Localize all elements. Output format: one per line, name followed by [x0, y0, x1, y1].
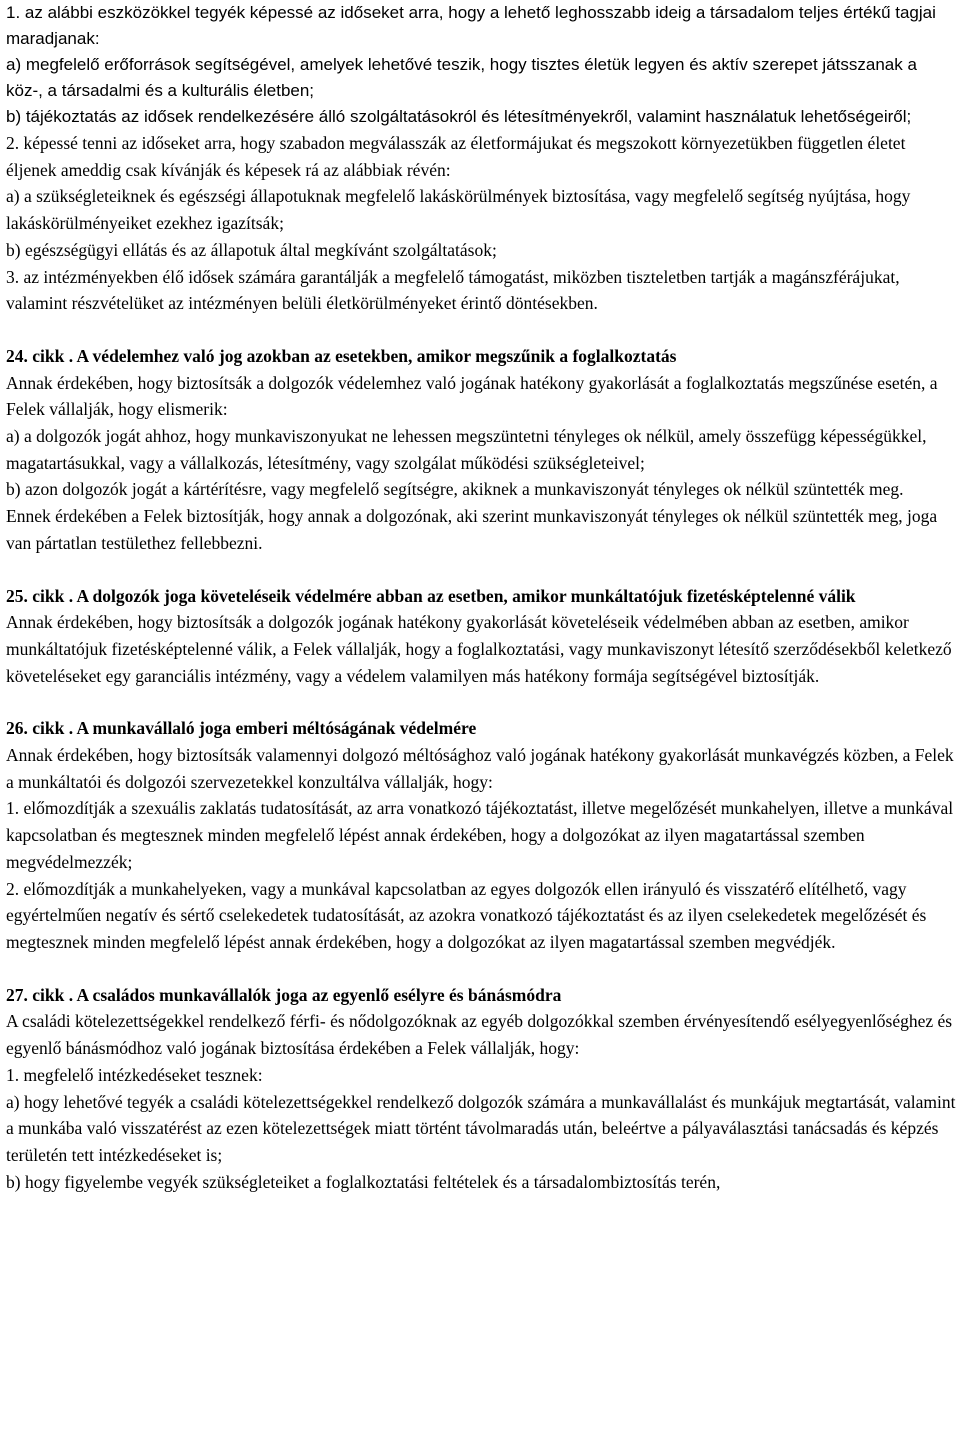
section-elderly-continued	[6, 130, 956, 1195]
article-24-heading: 24. cikk . A védelemhez való jog azokban az esetekben, amikor megszűnik a foglalkoztatás	[6, 345, 677, 366]
paragraph: b) tájékoztatás az idősek rendelkezésére álló szolgáltatásokról és létesítményekről, valamint használatuk lehetőségeiről;	[6, 107, 912, 126]
document-page	[6, 0, 956, 1195]
paragraph: 1. megfelelő intézkedéseket tesznek:	[6, 1064, 263, 1085]
spacer	[6, 689, 956, 715]
paragraph: a) hogy lehetővé tegyék a családi kötelezettségekkel rendelkező dolgozók számára a munkavállalást és munkájuk megtartását, valamint a munkába való visszatérést az ezen kötelezettségek miatt történt távolmaradás után, beleértve a pályaválasztási tanácsadás és képzés területén tett intézkedéseket is;	[6, 1091, 956, 1165]
paragraph: b) egészségügyi ellátás és az állapotuk által megkívánt szolgáltatások;	[6, 239, 497, 260]
article-26-heading: 26. cikk . A munkavállaló joga emberi méltóságának védelmére	[6, 718, 477, 739]
paragraph: b) azon dolgozók jogát a kártérítésre, vagy megfelelő segítségre, akiknek a munkaviszonyát tényleges ok nélkül szüntették meg.	[6, 479, 904, 500]
paragraph: a) megfelelő erőforrások segítségével, amelyek lehetővé teszik, hogy tisztes életük legyen és aktív szerepet játsszanak a köz-, a társadalmi és a kulturális életben;	[6, 55, 917, 100]
paragraph: Annak érdekében, hogy biztosítsák valamennyi dolgozó méltósághoz való jogának hatékony gyakorlását munkavégzés közben, a Felek a munkáltatói és dolgozói szervezetekkel konzultálva vállalják, hogy:	[6, 745, 954, 792]
paragraph: 2. képessé tenni az időseket arra, hogy szabadon megválasszák az életformájukat és megszokott környezetükben független életet éljenek ameddig csak kívánják és képesek rá az alábbiak révén:	[6, 133, 906, 180]
paragraph: Ennek érdekében a Felek biztosítják, hogy annak a dolgozónak, aki szerint munkaviszonyát tényleges ok nélkül szüntették meg, joga van pártatlan testülethez fellebbezni.	[6, 506, 938, 553]
section-elderly-measures	[6, 0, 956, 130]
spacer	[6, 557, 956, 583]
article-25-heading: 25. cikk . A dolgozók joga követeléseik védelmére abban az esetben, amikor munkáltatójuk fizetésképtelenné válik	[6, 585, 856, 606]
article-27-heading: 27. cikk . A családos munkavállalók joga az egyenlő esélyre és bánásmódra	[6, 984, 562, 1005]
spacer	[6, 317, 956, 343]
paragraph: a) a szükségleteiknek és egészségi állapotuknak megfelelő lakáskörülmények biztosítása, vagy megfelelő segítség nyújtása, hogy lakáskörülményeiket ezekhez igazítsák;	[6, 186, 911, 234]
paragraph: A családi kötelezettségekkel rendelkező férfi- és nődolgozóknak az egyéb dolgozókkal szemben érvényesítendő esélyegyenlőséghez és egyenlő bánásmódhoz való jogának biztosítása érdekében a Felek vállalják, hogy:	[6, 1011, 953, 1059]
paragraph: a) a dolgozók jogát ahhoz, hogy munkaviszonyukat ne lehessen megszüntetni tényleges ok nélkül, amely összefügg képességükkel, magatartásukkal, vagy a vállalkozás, létesítmény, vagy szolgálat működési szükségleteivel;	[6, 426, 927, 473]
spacer	[6, 956, 956, 982]
paragraph: 3. az intézményekben élő idősek számára garantálják a megfelelő támogatást, miközben tiszteletben tartják a magánszférájukat, valamint részvételüket az intézményen belüli életkörülményeket érintő döntésekben.	[6, 266, 900, 314]
paragraph: 2. előmozdítják a munkahelyeken, vagy a munkával kapcsolatban az egyes dolgozók ellen irányuló és visszatérő elítélhető, vagy egyértelműen negatív és sértő cselekedetek tudatosítását, az azokra vonatkozó tájékoztatást és az ilyen cselekedetek megelőzését és megtesznek minden megfelelő lépést annak érdekében, hogy a dolgozókat az ilyen magatartással szemben megvédjék.	[6, 878, 927, 952]
paragraph: b) hogy figyelembe vegyék szükségleteiket a foglalkoztatási feltételek és a társadalombiztosítás terén,	[6, 1171, 721, 1192]
paragraph: 1. előmozdítják a szexuális zaklatás tudatosítását, az arra vonatkozó tájékoztatást, illetve megelőzését munkahelyen, illetve a munkával kapcsolatban és megtesznek minden megfelelő lépést annak érdekében, hogy a dolgozókat az ilyen magatartással szemben megvédelmezzék;	[6, 798, 954, 872]
paragraph: Annak érdekében, hogy biztosítsák a dolgozók védelemhez való jogának hatékony gyakorlását a foglalkoztatás megszűnése esetén, a Felek vállalják, hogy elismerik:	[6, 372, 938, 420]
paragraph: Annak érdekében, hogy biztosítsák a dolgozók jogának hatékony gyakorlását követeléseik védelmében abban az esetben, amikor munkáltatójuk fizetésképtelenné válik, a Felek vállalják, hogy a foglalkoztatási, vagy munkaviszonyt létesítő szerződésekből keletkező követeléseket egy garanciális intézmény, vagy a védelem valamilyen más hatékony formája segítségével biztosítják.	[6, 612, 952, 686]
paragraph: 1. az alábbi eszközökkel tegyék képessé az időseket arra, hogy a lehető leghosszabb ideig a társadalom teljes értékű tagjai maradjanak:	[6, 3, 936, 48]
